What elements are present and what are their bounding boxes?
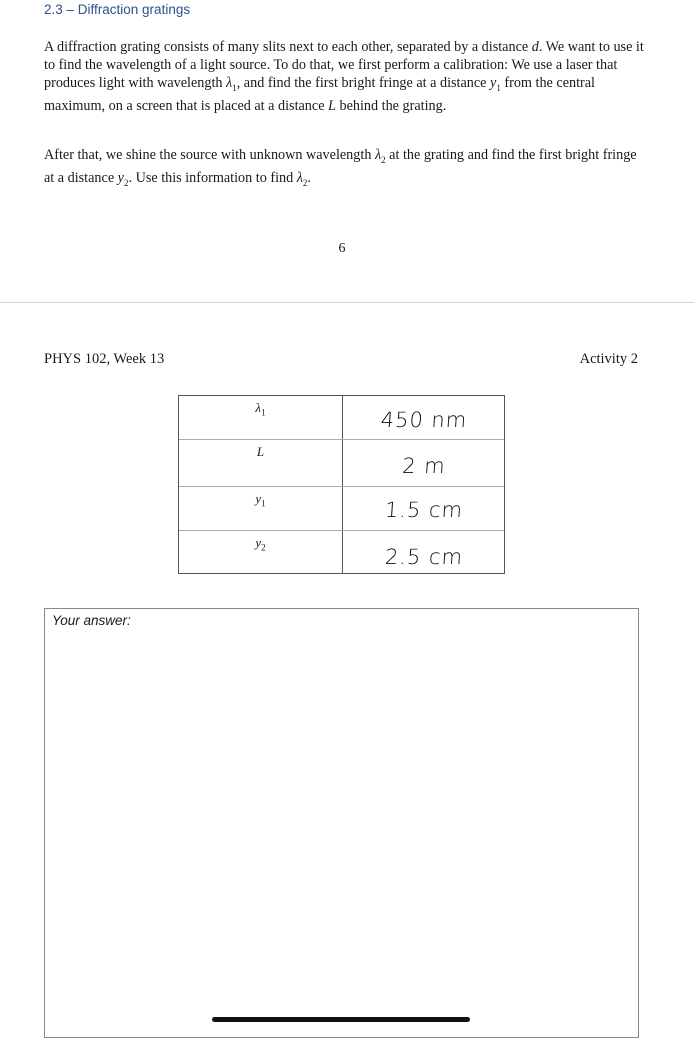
math-lambda2: $\lambda_2$ bbox=[374, 147, 386, 165]
handwritten-value: 2 m bbox=[401, 454, 447, 478]
problem-paragraph-2 bbox=[44, 146, 644, 192]
handwritten-value: 2.5 cm bbox=[384, 545, 464, 569]
problem-paragraph-1 bbox=[44, 38, 644, 115]
home-indicator-bar[interactable] bbox=[212, 1017, 470, 1022]
math-lambda2: $\lambda_2$ bbox=[296, 169, 308, 188]
handwritten-value: 1.5 cm bbox=[384, 498, 464, 522]
text-run: A diffraction grating consists of many slits next to each other, separated by a distance bbox=[44, 39, 532, 55]
text-run: . bbox=[307, 169, 311, 186]
answer-box[interactable] bbox=[44, 608, 639, 1038]
text-run: , and find the first bright fringe at a distance bbox=[236, 75, 491, 91]
math-L: L bbox=[328, 97, 336, 114]
math-d: d bbox=[531, 39, 539, 55]
text-run: After that, we shine the source with unknown wavelength bbox=[44, 147, 375, 163]
page-number: 6 bbox=[338, 241, 346, 256]
text-run: behind the grating. bbox=[335, 97, 447, 114]
answer-label: Your answer: bbox=[52, 613, 131, 628]
text-run: at the grating and find the first bright fringe at a distance bbox=[44, 147, 637, 186]
activity-header: Activity 2 bbox=[579, 351, 638, 367]
variable-label: $\lambda_1$ bbox=[255, 400, 266, 418]
table-row bbox=[179, 440, 504, 487]
variable-label: $y_1$ bbox=[255, 491, 266, 509]
table-row bbox=[179, 531, 504, 574]
math-lambda1: $\lambda_1$ bbox=[226, 75, 237, 93]
text-run: . Use this information to find bbox=[128, 169, 297, 186]
table-row bbox=[179, 396, 504, 440]
given-values-table bbox=[178, 395, 505, 574]
text-run: from the central maximum, on a screen that is placed at a distance bbox=[44, 75, 595, 114]
variable-label: L bbox=[256, 444, 265, 459]
section-heading: 2.3 – Diffraction gratings bbox=[44, 2, 191, 17]
math-y2: $y_2$ bbox=[117, 169, 129, 188]
course-header: PHYS 102, Week 13 bbox=[44, 351, 165, 367]
text-run: . We want to use it to find the wavelength of a light source. To do that, we first perform a calibration: We use a laser that produces light with wavelength bbox=[44, 39, 644, 91]
page-divider bbox=[0, 302, 694, 303]
variable-label: $y_2$ bbox=[255, 535, 266, 553]
math-y1: $y_1$ bbox=[490, 75, 501, 93]
table-row bbox=[179, 487, 504, 531]
handwritten-value: 450 nm bbox=[379, 408, 469, 432]
